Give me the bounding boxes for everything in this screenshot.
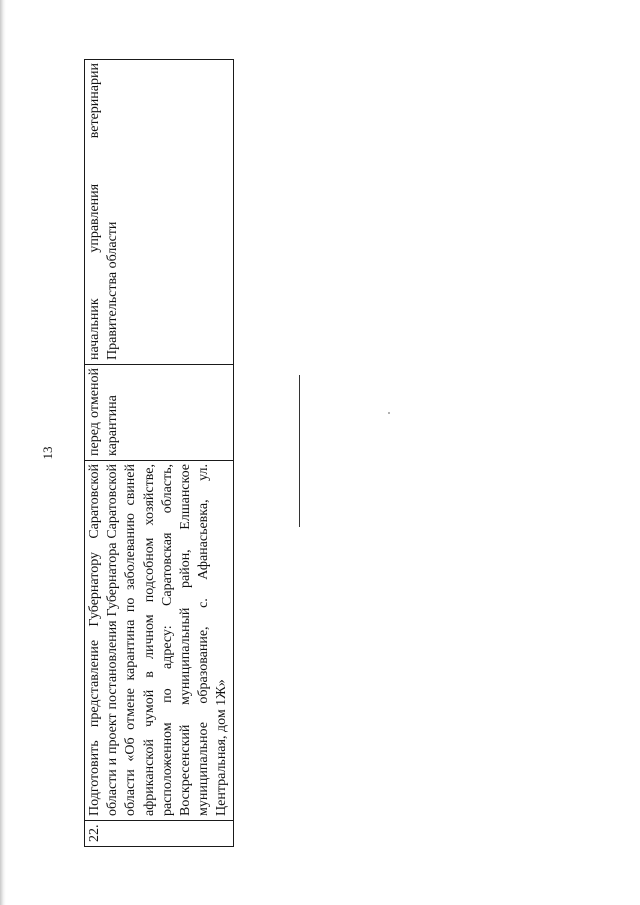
scan-speck <box>388 412 390 414</box>
responsible-cell <box>85 60 234 365</box>
measures-table <box>84 59 234 847</box>
row-number-cell <box>85 821 234 847</box>
task-cell <box>85 461 234 821</box>
task-text: Подготовить представление Губернатору Саратовской области и проект постановления Губернатора Саратовской области «Об отмене карантина по заболеванию свиней африканской чумой в личном подсобном хозяйстве, расположенном по адресу: Саратовская область, Воскресенский муниципальный район, Елшанское муниципальное образование, с. Афанасьевка, ул. Центральная, дом 1Ж» <box>87 464 230 816</box>
responsible-text: начальник управления ветеринарии Правительства области <box>87 63 121 360</box>
term-cell <box>85 365 234 461</box>
row-number: 22. <box>87 824 102 842</box>
term-text: перед отменой карантина <box>87 368 121 456</box>
closing-rule-line <box>299 375 300 527</box>
page-number: 13 <box>40 446 55 460</box>
table-row <box>85 60 234 847</box>
